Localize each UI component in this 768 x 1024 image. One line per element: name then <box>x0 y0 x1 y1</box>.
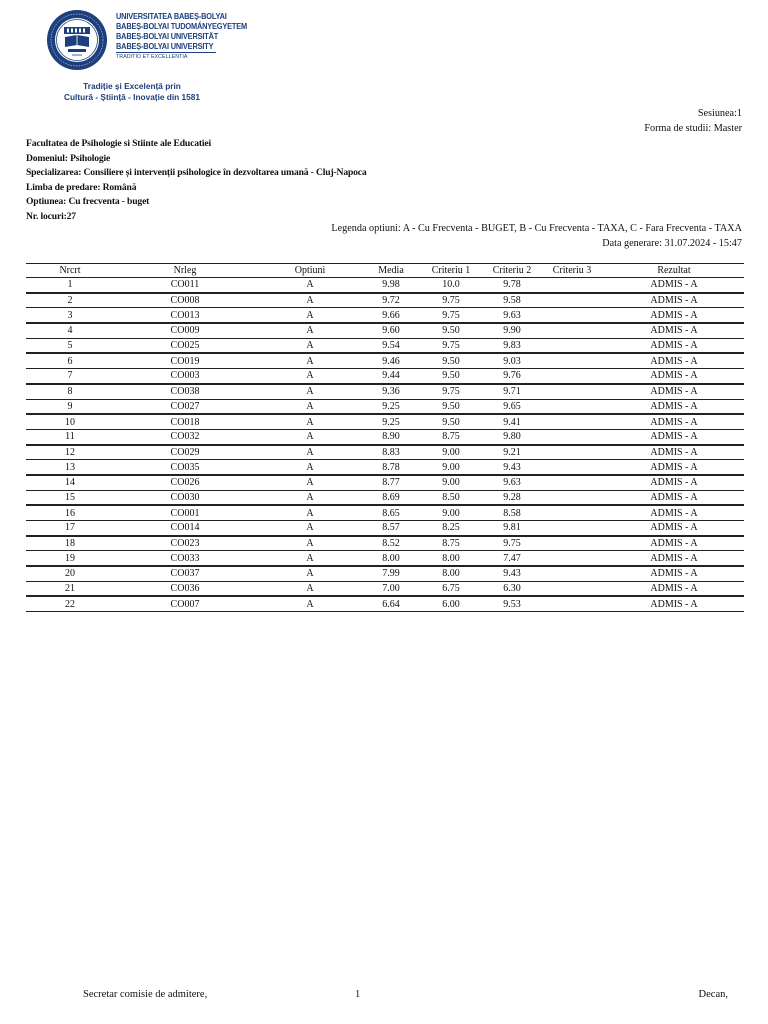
cell-criteriu-3 <box>540 521 604 536</box>
cell-media: 9.25 <box>364 414 418 429</box>
header-row <box>26 264 744 278</box>
cell-criteriu-2: 9.90 <box>484 323 540 338</box>
cell-rezultat: ADMIS - A <box>604 475 744 490</box>
table-row <box>26 445 744 460</box>
cell-criteriu-1: 9.00 <box>418 460 484 475</box>
cell-criteriu-2: 9.43 <box>484 566 540 581</box>
table-row <box>26 566 744 581</box>
table-body <box>26 278 744 612</box>
places-label: Nr. locuri:27 <box>26 210 76 222</box>
cell-nrleg: CO018 <box>114 414 256 429</box>
cell-nrleg: CO008 <box>114 293 256 308</box>
cell-criteriu-2: 9.76 <box>484 369 540 384</box>
cell-rezultat: ADMIS - A <box>604 338 744 353</box>
university-name-en: BABEȘ-BOLYAI UNIVERSITY <box>116 41 214 51</box>
cell-optiuni: A <box>256 338 364 353</box>
cell-criteriu-2: 9.28 <box>484 490 540 505</box>
cell-nrcrt: 19 <box>26 551 114 566</box>
cell-optiuni: A <box>256 323 364 338</box>
cell-rezultat: ADMIS - A <box>604 429 744 444</box>
cell-rezultat: ADMIS - A <box>604 521 744 536</box>
cell-rezultat: ADMIS - A <box>604 384 744 399</box>
table-row <box>26 521 744 536</box>
col-header-criteriu-3: Criteriu 3 <box>552 265 592 276</box>
cell-nrleg: CO013 <box>114 308 256 323</box>
cell-optiuni: A <box>256 490 364 505</box>
cell-nrleg: CO026 <box>114 475 256 490</box>
cell-nrcrt: 9 <box>26 399 114 414</box>
cell-media: 8.57 <box>364 521 418 536</box>
cell-media: 8.78 <box>364 460 418 475</box>
language-label: Limba de predare: Română <box>26 181 137 193</box>
specialization-label: Specializarea: Consiliere și intervenții psihologice în dezvoltarea umană - Cluj-Napoca <box>26 167 367 179</box>
logo-motto: TRADITIO ET EXCELLENTIA <box>116 54 188 60</box>
university-name-ro: UNIVERSITATEA BABEȘ-BOLYAI <box>116 11 227 21</box>
cell-criteriu-2: 9.71 <box>484 384 540 399</box>
cell-criteriu-3 <box>540 399 604 414</box>
cell-criteriu-3 <box>540 536 604 551</box>
cell-criteriu-3 <box>540 596 604 611</box>
cell-criteriu-1: 6.00 <box>418 596 484 611</box>
faculty-name: Facultatea de Psihologie si Stiinte ale Educatiei <box>26 138 212 149</box>
cell-criteriu-1: 8.00 <box>418 566 484 581</box>
cell-criteriu-3 <box>540 308 604 323</box>
cell-criteriu-2: 9.75 <box>484 536 540 551</box>
dean-signature-label: Decan, <box>698 989 728 1000</box>
cell-rezultat: ADMIS - A <box>604 414 744 429</box>
cell-rezultat: ADMIS - A <box>604 369 744 384</box>
col-header-optiuni: Optiuni <box>294 265 326 276</box>
table-row <box>26 505 744 520</box>
cell-media: 8.77 <box>364 475 418 490</box>
cell-nrleg: CO032 <box>114 429 256 444</box>
cell-nrleg: CO035 <box>114 460 256 475</box>
cell-media: 9.98 <box>364 278 418 293</box>
cell-rezultat: ADMIS - A <box>604 551 744 566</box>
cell-media: 8.00 <box>364 551 418 566</box>
cell-optiuni: A <box>256 384 364 399</box>
cell-nrleg: CO036 <box>114 581 256 596</box>
cell-criteriu-3 <box>540 475 604 490</box>
cell-media: 8.90 <box>364 429 418 444</box>
cell-media: 7.99 <box>364 566 418 581</box>
cell-rezultat: ADMIS - A <box>604 536 744 551</box>
secretary-signature-label: Secretar comisie de admitere, <box>83 989 208 1000</box>
cell-criteriu-1: 9.50 <box>418 353 484 368</box>
table-row <box>26 490 744 505</box>
cell-nrleg: CO011 <box>114 278 256 293</box>
cell-criteriu-3 <box>540 278 604 293</box>
cell-criteriu-3 <box>540 551 604 566</box>
cell-criteriu-1: 9.75 <box>418 338 484 353</box>
cell-nrleg: CO038 <box>114 384 256 399</box>
cell-criteriu-1: 9.50 <box>418 323 484 338</box>
cell-criteriu-1: 9.50 <box>418 414 484 429</box>
cell-nrcrt: 2 <box>26 293 114 308</box>
cell-optiuni: A <box>256 460 364 475</box>
cell-media: 9.36 <box>364 384 418 399</box>
cell-criteriu-1: 8.75 <box>418 429 484 444</box>
cell-rezultat: ADMIS - A <box>604 308 744 323</box>
cell-criteriu-3 <box>540 445 604 460</box>
cell-rezultat: ADMIS - A <box>604 490 744 505</box>
cell-criteriu-2: 9.65 <box>484 399 540 414</box>
cell-nrcrt: 22 <box>26 596 114 611</box>
cell-criteriu-2: 9.58 <box>484 293 540 308</box>
cell-criteriu-2: 9.80 <box>484 429 540 444</box>
cell-criteriu-3 <box>540 369 604 384</box>
cell-rezultat: ADMIS - A <box>604 353 744 368</box>
cell-criteriu-2: 9.03 <box>484 353 540 368</box>
table-row <box>26 475 744 490</box>
cell-criteriu-1: 9.00 <box>418 505 484 520</box>
cell-criteriu-1: 9.00 <box>418 475 484 490</box>
cell-rezultat: ADMIS - A <box>604 460 744 475</box>
cell-nrleg: CO037 <box>114 566 256 581</box>
cell-media: 9.54 <box>364 338 418 353</box>
table-row <box>26 460 744 475</box>
cell-rezultat: ADMIS - A <box>604 581 744 596</box>
cell-nrleg: CO030 <box>114 490 256 505</box>
cell-criteriu-1: 6.75 <box>418 581 484 596</box>
cell-optiuni: A <box>256 566 364 581</box>
cell-optiuni: A <box>256 308 364 323</box>
cell-criteriu-3 <box>540 384 604 399</box>
university-logo <box>46 9 247 71</box>
table-row <box>26 308 744 323</box>
cell-optiuni: A <box>256 429 364 444</box>
cell-rezultat: ADMIS - A <box>604 566 744 581</box>
col-header-nrcrt: Nrcrt <box>59 265 81 276</box>
cell-optiuni: A <box>256 551 364 566</box>
cell-criteriu-3 <box>540 353 604 368</box>
university-name-de: BABEȘ-BOLYAI UNIVERSITÄT <box>116 31 219 41</box>
cell-nrcrt: 4 <box>26 323 114 338</box>
cell-nrcrt: 12 <box>26 445 114 460</box>
cell-rezultat: ADMIS - A <box>604 399 744 414</box>
col-header-rezultat: Rezultat <box>657 265 691 276</box>
table-row <box>26 414 744 429</box>
table-row <box>26 581 744 596</box>
cell-media: 6.64 <box>364 596 418 611</box>
cell-nrleg: CO027 <box>114 399 256 414</box>
cell-optiuni: A <box>256 536 364 551</box>
cell-criteriu-1: 9.75 <box>418 293 484 308</box>
tagline-line-2: Cultură - Știință - Inovație din 1581 <box>64 92 200 102</box>
cell-criteriu-3 <box>540 490 604 505</box>
table-row <box>26 338 744 353</box>
cell-nrcrt: 13 <box>26 460 114 475</box>
cell-nrleg: CO033 <box>114 551 256 566</box>
cell-media: 9.46 <box>364 353 418 368</box>
tagline <box>20 81 244 103</box>
cell-optiuni: A <box>256 369 364 384</box>
col-header-criteriu-1: Criteriu 1 <box>431 265 471 276</box>
cell-criteriu-1: 8.50 <box>418 490 484 505</box>
cell-criteriu-3 <box>540 293 604 308</box>
cell-media: 8.65 <box>364 505 418 520</box>
table-row <box>26 536 744 551</box>
cell-rezultat: ADMIS - A <box>604 505 744 520</box>
university-name-hu: BABEȘ-BOLYAI TUDOMÁNYEGYETEM <box>116 21 247 31</box>
table-row <box>26 596 744 611</box>
table-row <box>26 369 744 384</box>
cell-nrleg: CO023 <box>114 536 256 551</box>
cell-optiuni: A <box>256 581 364 596</box>
cell-criteriu-1: 8.75 <box>418 536 484 551</box>
cell-nrcrt: 15 <box>26 490 114 505</box>
cell-nrcrt: 3 <box>26 308 114 323</box>
cell-rezultat: ADMIS - A <box>604 596 744 611</box>
table-row <box>26 551 744 566</box>
cell-optiuni: A <box>256 596 364 611</box>
cell-rezultat: ADMIS - A <box>604 278 744 293</box>
table-row <box>26 293 744 308</box>
cell-criteriu-2: 9.81 <box>484 521 540 536</box>
cell-criteriu-1: 8.00 <box>418 551 484 566</box>
cell-media: 9.66 <box>364 308 418 323</box>
cell-nrcrt: 10 <box>26 414 114 429</box>
cell-nrleg: CO001 <box>114 505 256 520</box>
cell-media: 9.60 <box>364 323 418 338</box>
tagline-line-1: Tradiție și Excelență prin <box>83 81 181 91</box>
cell-nrcrt: 6 <box>26 353 114 368</box>
cell-criteriu-3 <box>540 505 604 520</box>
cell-optiuni: A <box>256 399 364 414</box>
logo-divider <box>116 52 216 53</box>
cell-criteriu-3 <box>540 429 604 444</box>
cell-nrleg: CO009 <box>114 323 256 338</box>
col-header-criteriu-2: Criteriu 2 <box>492 265 532 276</box>
generation-date: Data generare: 31.07.2024 - 15:47 <box>602 238 742 249</box>
table-row <box>26 278 744 293</box>
cell-rezultat: ADMIS - A <box>604 323 744 338</box>
cell-criteriu-3 <box>540 460 604 475</box>
university-seal-icon <box>46 9 108 71</box>
cell-criteriu-2: 7.47 <box>484 551 540 566</box>
cell-nrleg: CO007 <box>114 596 256 611</box>
cell-media: 7.00 <box>364 581 418 596</box>
cell-optiuni: A <box>256 278 364 293</box>
cell-media: 8.83 <box>364 445 418 460</box>
cell-nrcrt: 11 <box>26 429 114 444</box>
domain-label: Domeniul: Psihologie <box>26 152 111 164</box>
cell-nrcrt: 5 <box>26 338 114 353</box>
cell-optiuni: A <box>256 521 364 536</box>
cell-criteriu-2: 6.30 <box>484 581 540 596</box>
page-number: 1 <box>355 989 361 1000</box>
cell-criteriu-2: 9.43 <box>484 460 540 475</box>
cell-criteriu-1: 9.75 <box>418 308 484 323</box>
cell-criteriu-1: 9.75 <box>418 384 484 399</box>
cell-criteriu-2: 9.78 <box>484 278 540 293</box>
results-table <box>26 263 744 612</box>
cell-criteriu-2: 9.41 <box>484 414 540 429</box>
table-row <box>26 384 744 399</box>
cell-media: 8.52 <box>364 536 418 551</box>
option-label: Optiunea: Cu frecventa - buget <box>26 196 150 208</box>
faculty-info <box>26 137 367 225</box>
cell-criteriu-1: 9.00 <box>418 445 484 460</box>
cell-nrcrt: 16 <box>26 505 114 520</box>
cell-nrcrt: 20 <box>26 566 114 581</box>
cell-optiuni: A <box>256 293 364 308</box>
cell-criteriu-3 <box>540 566 604 581</box>
cell-criteriu-3 <box>540 323 604 338</box>
cell-nrcrt: 14 <box>26 475 114 490</box>
cell-optiuni: A <box>256 475 364 490</box>
cell-nrcrt: 21 <box>26 581 114 596</box>
session-label: Sesiunea:1 <box>697 108 742 119</box>
cell-nrcrt: 8 <box>26 384 114 399</box>
cell-criteriu-1: 9.50 <box>418 369 484 384</box>
table-row <box>26 429 744 444</box>
table-row <box>26 353 744 368</box>
cell-nrleg: CO029 <box>114 445 256 460</box>
cell-criteriu-1: 10.0 <box>418 278 484 293</box>
study-form-label: Forma de studii: Master <box>644 123 742 134</box>
cell-criteriu-1: 9.50 <box>418 399 484 414</box>
cell-optiuni: A <box>256 445 364 460</box>
table-row <box>26 323 744 338</box>
cell-criteriu-1: 8.25 <box>418 521 484 536</box>
cell-nrcrt: 18 <box>26 536 114 551</box>
cell-media: 8.69 <box>364 490 418 505</box>
university-name-block <box>116 11 256 61</box>
cell-criteriu-2: 9.53 <box>484 596 540 611</box>
cell-nrcrt: 17 <box>26 521 114 536</box>
cell-rezultat: ADMIS - A <box>604 445 744 460</box>
cell-criteriu-2: 8.58 <box>484 505 540 520</box>
cell-nrleg: CO014 <box>114 521 256 536</box>
cell-nrleg: CO025 <box>114 338 256 353</box>
options-legend: Legenda optiuni: A - Cu Frecventa - BUGET, B - Cu Frecventa - TAXA, C - Fara Frecventa - TAXA <box>331 223 742 234</box>
col-header-nrleg: Nrleg <box>173 265 197 276</box>
cell-media: 9.25 <box>364 399 418 414</box>
cell-nrcrt: 1 <box>26 278 114 293</box>
cell-criteriu-3 <box>540 581 604 596</box>
cell-criteriu-2: 9.21 <box>484 445 540 460</box>
cell-rezultat: ADMIS - A <box>604 293 744 308</box>
cell-criteriu-2: 9.63 <box>484 475 540 490</box>
cell-optiuni: A <box>256 505 364 520</box>
cell-media: 9.72 <box>364 293 418 308</box>
cell-criteriu-2: 9.63 <box>484 308 540 323</box>
col-header-media: Media <box>378 265 404 276</box>
cell-nrleg: CO003 <box>114 369 256 384</box>
table-row <box>26 399 744 414</box>
cell-criteriu-2: 9.83 <box>484 338 540 353</box>
cell-media: 9.44 <box>364 369 418 384</box>
cell-criteriu-3 <box>540 414 604 429</box>
cell-optiuni: A <box>256 414 364 429</box>
cell-nrcrt: 7 <box>26 369 114 384</box>
table-header <box>26 264 744 278</box>
cell-nrleg: CO019 <box>114 353 256 368</box>
cell-optiuni: A <box>256 353 364 368</box>
cell-criteriu-3 <box>540 338 604 353</box>
